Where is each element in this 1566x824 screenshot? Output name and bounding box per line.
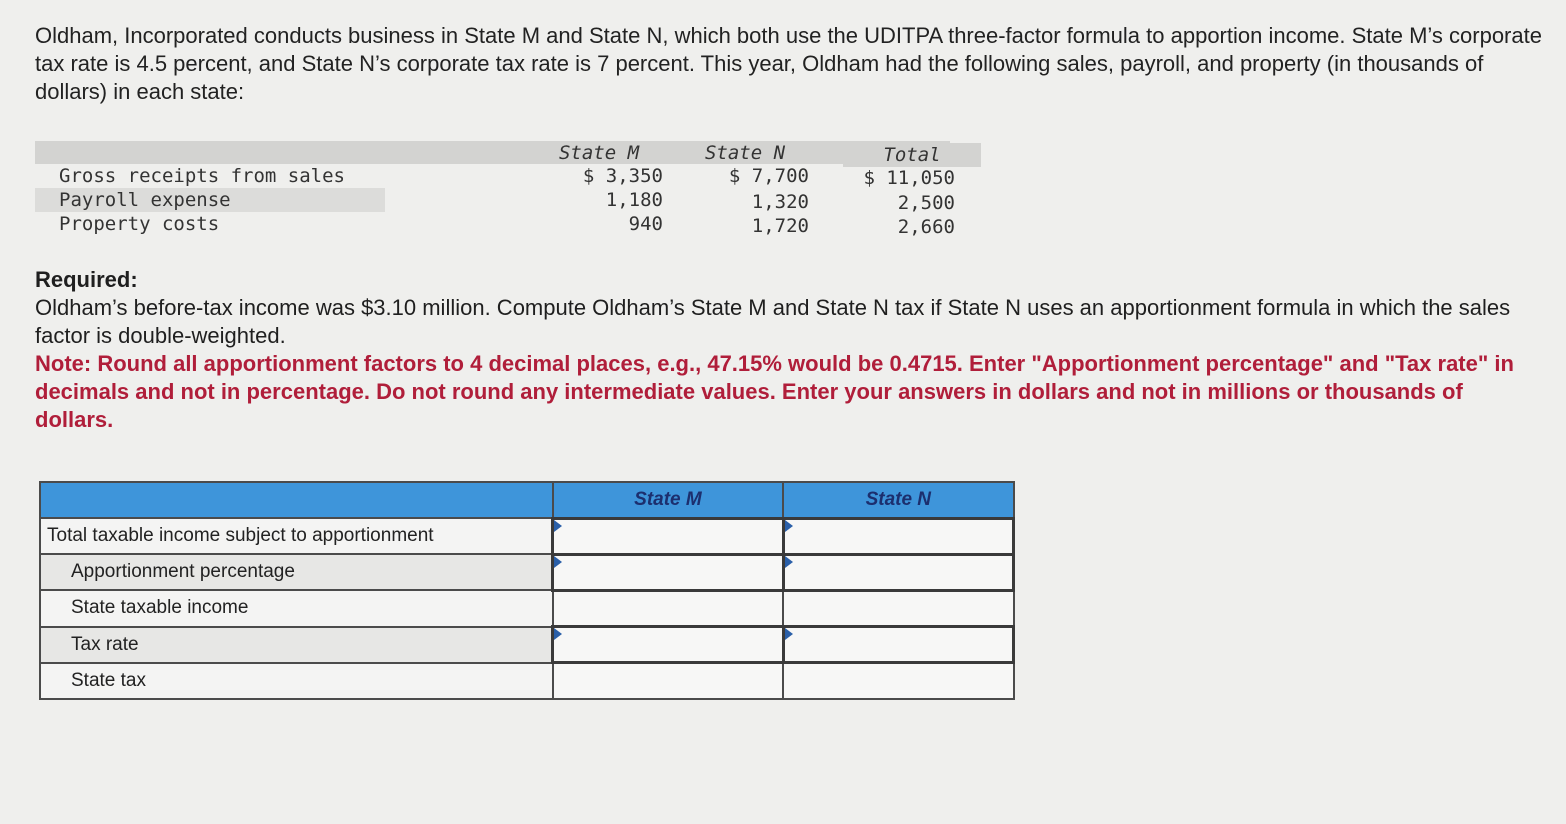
answer-row-apportionment-percentage — [40, 554, 1014, 590]
state-tax-state-m-cell — [553, 663, 783, 699]
row-label: Gross receipts from sales — [59, 165, 345, 187]
state-taxable-income-state-n-input[interactable] — [784, 592, 1012, 625]
required-section — [35, 266, 1545, 434]
tax-rate-state-n-cell — [783, 627, 1013, 663]
input-marker-icon — [785, 628, 793, 640]
cell-state-m: $ 3,350 — [582, 165, 663, 187]
tax-rate-state-m-cell — [553, 627, 783, 663]
state-tax-state-m-input[interactable] — [554, 664, 782, 698]
answer-header-state-n: State N — [783, 482, 1013, 518]
cell-state-n: 1,720 — [751, 215, 809, 237]
state-taxable-income-state-m-input[interactable] — [554, 592, 782, 625]
tax-rate-state-n-input[interactable] — [785, 628, 1012, 661]
answer-row-label: Tax rate — [40, 627, 553, 663]
apportionment-percentage-state-m-input[interactable] — [554, 556, 781, 589]
state-tax-state-n-input[interactable] — [784, 664, 1012, 698]
data-table-header-bar — [35, 141, 950, 164]
data-row-sales — [35, 164, 955, 189]
apportionment-percentage-state-n-input[interactable] — [785, 556, 1012, 589]
state-taxable-income-state-m-cell — [553, 590, 783, 626]
apportionment-percentage-state-m-cell — [553, 554, 783, 590]
required-title: Required: — [35, 267, 138, 292]
answer-row-label: State tax — [40, 663, 553, 699]
answer-row-total-taxable-income — [40, 518, 1014, 554]
total-taxable-income-state-m-input[interactable] — [554, 520, 781, 553]
answer-table — [39, 481, 1015, 700]
answer-row-state-taxable-income — [40, 590, 1014, 626]
cell-state-n: $ 7,700 — [728, 165, 809, 187]
input-marker-icon — [554, 628, 562, 640]
input-marker-icon — [554, 520, 562, 532]
cell-state-n: 1,320 — [751, 191, 809, 213]
answer-header-row — [40, 482, 1014, 518]
state-taxable-income-state-n-cell — [783, 590, 1013, 626]
total-taxable-income-state-m-cell — [553, 518, 783, 554]
total-taxable-income-state-n-input[interactable] — [785, 520, 1012, 553]
required-text: Oldham’s before-tax income was $3.10 million. Compute Oldham’s State M and State N tax if State N uses an apportionment formula in which the sales factor is double-weighted. — [35, 295, 1511, 348]
row-label: Property costs — [59, 213, 220, 235]
cell-total: $ 11,050 — [863, 167, 955, 189]
cell-total: 2,500 — [897, 192, 955, 214]
row-label: Payroll expense — [35, 188, 385, 212]
cell-state-m: 1,180 — [605, 189, 663, 211]
data-row-property — [35, 212, 955, 238]
problem-intro: Oldham, Incorporated conducts business in State M and State N, which both use the UDITPA three-factor formula to apportion income. State M’s corporate tax rate is 4.5 percent, and State N’s corporate tax rate is 7 percent. This year, Oldham had the following sales, payroll, and property (in thousands of dollars) in each state: — [35, 23, 1542, 104]
cell-state-m: 940 — [628, 213, 663, 235]
header-total: Total — [843, 143, 981, 167]
input-marker-icon — [554, 556, 562, 568]
cell-total: 2,660 — [897, 216, 955, 238]
data-row-payroll — [35, 188, 955, 214]
state-tax-state-n-cell — [783, 663, 1013, 699]
answer-header-blank — [40, 482, 553, 518]
header-state-m: State M — [558, 142, 640, 164]
input-marker-icon — [785, 556, 793, 568]
input-marker-icon — [785, 520, 793, 532]
answer-row-state-tax — [40, 663, 1014, 699]
answer-row-tax-rate — [40, 627, 1014, 663]
apportionment-percentage-state-n-cell — [783, 554, 1013, 590]
answer-row-label: Apportionment percentage — [40, 554, 553, 590]
required-note: Note: Round all apportionment factors to 4 decimal places, e.g., 47.15% would be 0.4715. Enter "Apportionment percentage" and "Tax rate" in decimals and not in percentage. Do not round any intermediate values. Enter your answers in dollars and not in millions or thousands of dollars. — [35, 351, 1514, 432]
answer-header-state-m: State M — [553, 482, 783, 518]
answer-row-label: Total taxable income subject to apportionment — [40, 518, 553, 554]
answer-row-label: State taxable income — [40, 590, 553, 626]
header-state-n: State N — [704, 142, 786, 164]
tax-rate-state-m-input[interactable] — [554, 628, 781, 661]
total-taxable-income-state-n-cell — [783, 518, 1013, 554]
